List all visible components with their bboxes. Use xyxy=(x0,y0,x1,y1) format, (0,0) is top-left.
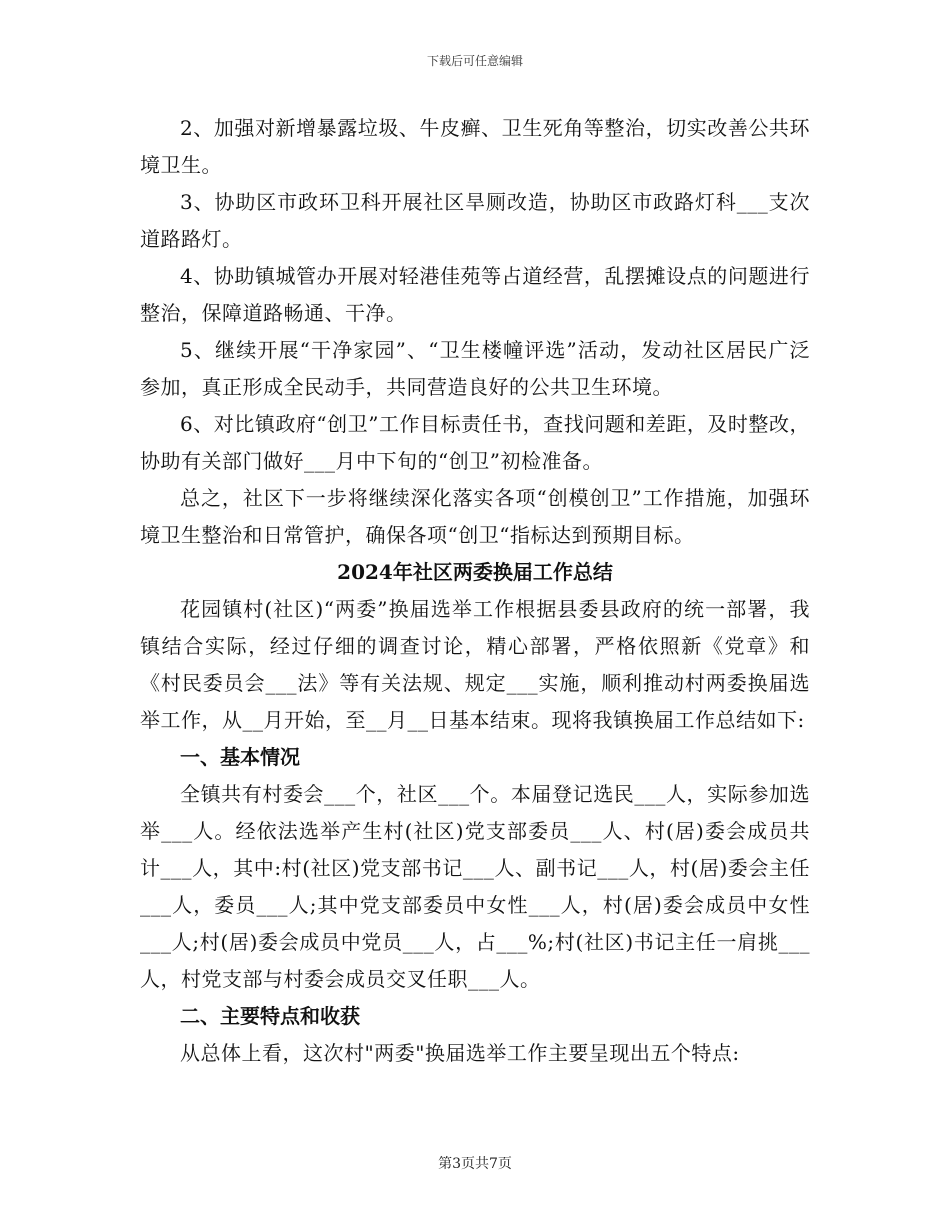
section-heading-features: 二、主要特点和收获 xyxy=(180,1004,360,1028)
paragraph-item-6: 6、对比镇政府“创卫”工作目标责任书，查找问题和差距，及时整改，协助有关部门做好___月中下旬的“创卫”初检准备。 xyxy=(140,412,810,473)
page-footer: 第3页共7页 xyxy=(438,1156,512,1172)
paragraph-intro: 花园镇村(社区)“两委”换届选举工作根据县委县政府的统一部署，我镇结合实际，经过仔细的调查讨论，精心部署，严格依照新《党章》和《村民委员会___法》等有关法规、规定___实施，顺利推动村两委换届选举工作，从__月开始，至__月__日基本结束。现将我镇换届工作总结如下: xyxy=(140,597,810,732)
paragraph-basic-situation: 全镇共有村委会___个，社区___个。本届登记选民___人，实际参加选举___人。经依法选举产生村(社区)党支部委员___人、村(居)委会成员共计___人，其中:村(社区)党支部书记___人、副书记___人，村(居)委会主任___人，委员___人;其中党支部委员中女性___人，村(居)委会成员中女性___人;村(居)委会成员中党员___人，占___%;村(社区)书记主任一肩挑___人，村党支部与村委会成员交叉任职___人。 xyxy=(140,782,810,991)
paragraph-item-5: 5、继续开展“干净家园”、“卫生楼幢评选”活动，发动社区居民广泛参加，真正形成全民动手，共同营造良好的公共卫生环境。 xyxy=(140,338,810,399)
paragraph-item-3: 3、协助区市政环卫科开展社区旱厕改造，协助区市政路灯科___支次道路路灯。 xyxy=(140,190,810,251)
paragraph-features: 从总体上看，这次村"两委"换届选举工作主要呈现出五个特点: xyxy=(180,1041,740,1065)
paragraph-item-2: 2、加强对新增暴露垃圾、牛皮癣、卫生死角等整治，切实改善公共环境卫生。 xyxy=(140,116,810,177)
paragraph-item-4: 4、协助镇城管办开展对轻港佳苑等占道经营，乱摆摊设点的问题进行整治，保障道路畅通、干净。 xyxy=(140,264,810,325)
paragraph-summary: 总之，社区下一步将继续深化落实各项“创模创卫”工作措施，加强环境卫生整治和日常管护，确保各项“创卫“指标达到预期目标。 xyxy=(140,486,810,547)
document-title: 2024年社区两委换届工作总结 xyxy=(337,560,613,584)
document-body xyxy=(140,110,810,1072)
section-heading-basic: 一、基本情况 xyxy=(180,745,300,769)
page-header: 下载后可任意编辑 xyxy=(426,54,523,68)
